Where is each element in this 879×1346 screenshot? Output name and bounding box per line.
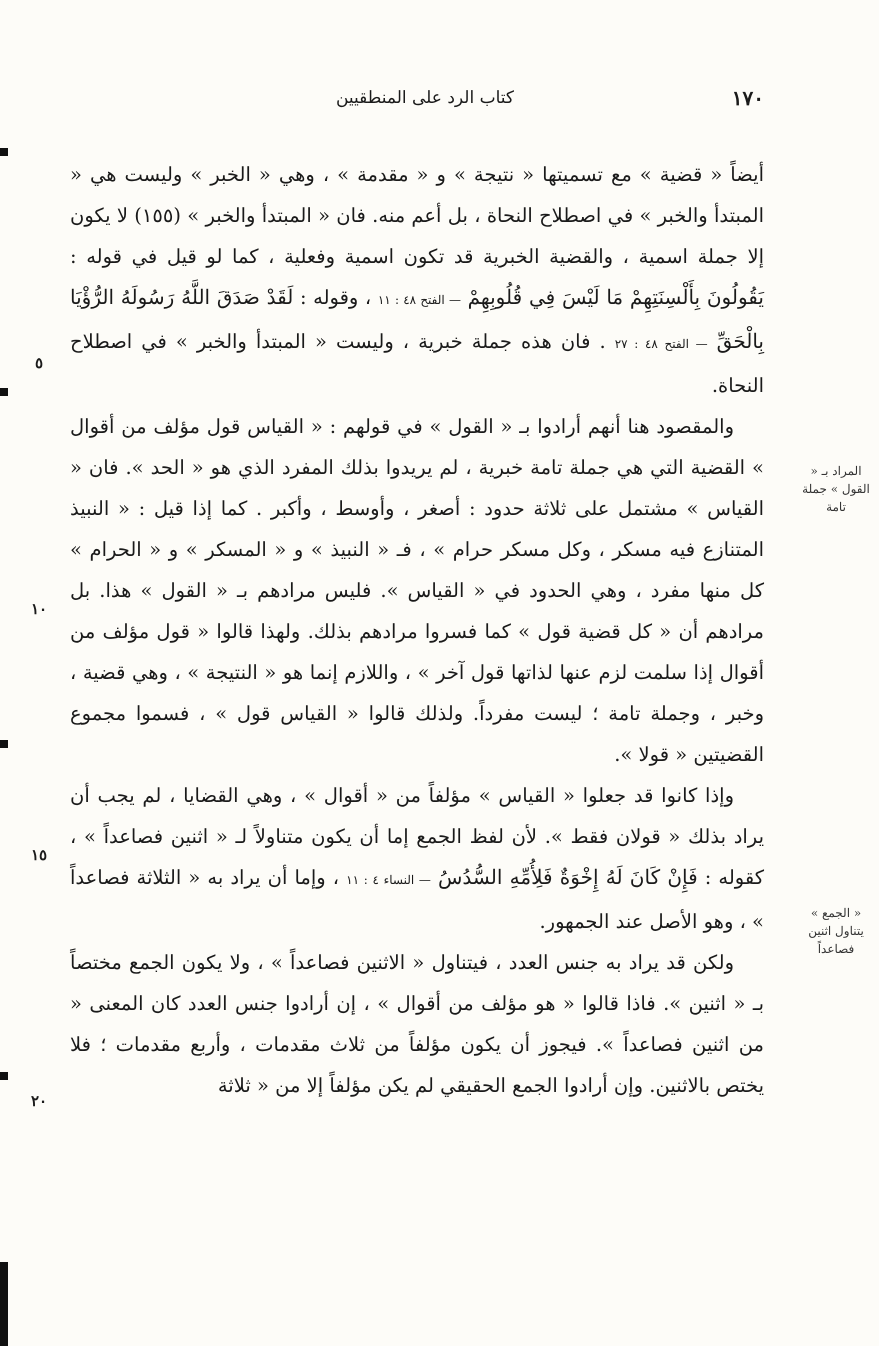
page-header (86, 86, 764, 118)
paragraph-1-text: أيضاً « قضية » مع تسميتها « نتيجة » و « مقدمة » ، وهي « الخبر » وليست هي « المبتدأ والخبر » في اصطلاح النحاة ، بل أعم منه. فان « المبتدأ والخبر » (١٥٥) لا يكون إلا جملة اسمية ، والقضية الخبرية قد تكون اسمية وفعلية ، كما لو قيل في قوله : (70, 163, 765, 268)
edge-mark (0, 148, 8, 156)
line-number-15: ١٥ (30, 846, 48, 864)
paragraph-3-text: وإذا كانوا قد جعلوا « القياس » مؤلفاً من « أقوال » ، وهي القضايا ، لم يجب أن يراد بذلك « قولان فقط ». لأن لفظ الجمع إما أن يكون متناولاً لـ « اثنين فصاعداً » ، كقوله : (70, 784, 765, 889)
paragraph-1-end: . فان هذه جملة خبرية ، وليست « المبتدأ والخبر » في اصطلاح النحاة. (70, 330, 764, 397)
edge-mark (0, 1262, 8, 1346)
paragraph-3 (70, 775, 764, 942)
quran-quote-3: فَإِنْ كَانَ لَهُ إِخْوَةٌ فَلِأُمِّهِ السُّدُسُ (438, 865, 698, 889)
running-title: كتاب الرد على المنطقيين (335, 88, 515, 108)
paragraph-3-end: ، وإما أن يراد به « الثلاثة فصاعداً » ، وهو الأصل عند الجمهور. (70, 866, 764, 933)
edge-mark (0, 388, 8, 396)
quran-ref-3: — النساء ٤ : ١١ (346, 873, 431, 887)
edge-mark (0, 740, 8, 748)
margin-note-2: « الجمع » يتناول اثنين فصاعداً (808, 906, 864, 956)
quran-ref-1: — الفتح ٤٨ : ١١ (377, 293, 461, 307)
quran-quote-1: يَقُولُونَ بِأَلْسِنَتِهِمْ مَا لَيْسَ فِي قُلُوبِهِمْ (467, 285, 764, 309)
edge-mark (0, 1072, 8, 1080)
paragraph-1-cont: ، وقوله : (299, 286, 372, 309)
paragraph-2: والمقصود هنا أنهم أرادوا بـ « القول » في قولهم : « القياس قول مؤلف من أقوال » القضية التي هي جملة تامة خبرية ، لم يريدوا بذلك المفرد الذي هو « الحد ». فان « القياس » مشتمل على ثلاثة حدود : أصغر ، وأوسط ، وأكبر . كما إذا قيل : « النبيذ المتنازع فيه مسكر ، وكل مسكر حرام » ، فـ « النبيذ » و « المسكر » و « الحرام » كل منها مفرد ، وهي الحدود في « القياس ». فليس مرادهم بـ « القول » هذا. بل مرادهم أن « كل قضية قول » كما فسروا مرادهم بذلك. ولهذا قالوا « قول مؤلف من أقوال إذا سلمت لزم عنها لذاتها قول آخر » ، واللازم إنما هو « النتيجة » ، وهي قضية ، وخبر ، وجملة تامة ؛ ليست مفرداً. ولذلك قالوا « القياس قول » ، فسموا مجموع القضيتين « قولا ». (70, 415, 764, 766)
line-numbers (0, 0, 60, 1346)
quran-ref-2: — الفتح ٤٨ : ٢٧ (614, 337, 708, 351)
line-number-10: ١٠ (30, 600, 48, 618)
quran-quote-2: لَقَدْ صَدَقَ اللَّهُ رَسُولَهُ الرُّؤْيَا بِالْحَقِّ (70, 285, 764, 353)
line-number-5: ٥ (34, 354, 44, 372)
body-text (70, 154, 764, 1106)
margin-note-1: المراد بـ « القول » جملة تامة (802, 464, 870, 514)
paragraph-1 (70, 154, 764, 406)
line-number-20: ٢٠ (30, 1092, 48, 1110)
paragraph-4: ولكن قد يراد به جنس العدد ، فيتناول « الاثنين فصاعداً » ، ولا يكون الجمع مختصاً بـ « اثنين ». فاذا قالوا « هو مؤلف من أقوال » ، إن أرادوا جنس العدد كان المعنى « من اثنين فصاعداً ». فيجوز أن يكون مؤلفاً من ثلاث مقدمات ، وأربع مقدمات ؛ فلا يختص بالاثنين. وإن أرادوا الجمع الحقيقي لم يكن مؤلفاً إلا من « ثلاثة (70, 951, 764, 1097)
page-number: ١٧٠ (731, 86, 764, 110)
